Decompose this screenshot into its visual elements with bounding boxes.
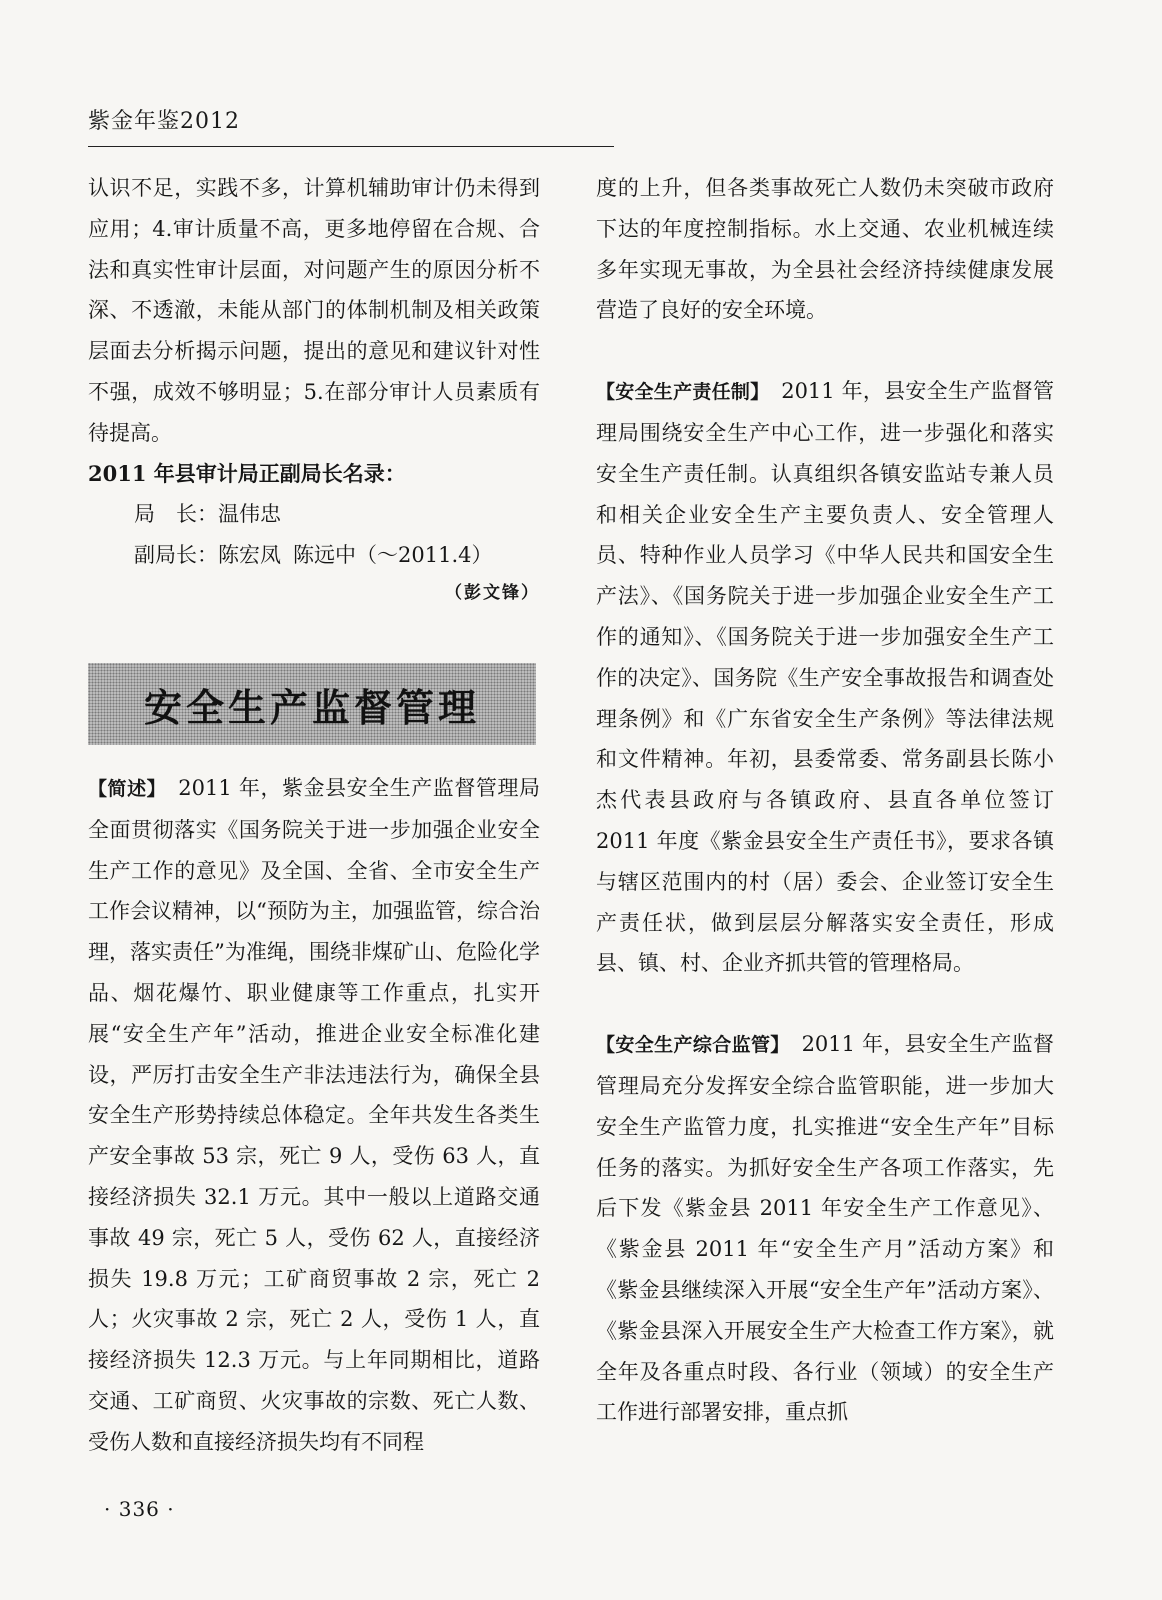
supervision-text: 2011 年，县安全生产监督管理局充分发挥安全综合监管职能，进一步加大安全生产监管力度，扎实推进“安全生产年”目标任务的落实。为抓好安全生产各项工作落实，先后下发《紫金县 2011 年安全生产工作意见》、《紫金县 2011 年“安全生产月”活动方案》和《紫金县继续深入开展“安全生产年”活动方案》、《紫金县深入开展安全生产大检查工作方案》，就全年及各重点时段、各行业（领域）的安全生产工作进行部署安排，重点抓 (596, 1032, 1054, 1425)
responsibility-paragraph (596, 371, 1054, 984)
section-title: 安全生产监督管理 (143, 685, 480, 730)
roster-director (88, 494, 540, 535)
roster-heading: 2011 年县审计局正副局长名录： (88, 460, 406, 486)
left-column-lower (88, 768, 540, 1463)
audit-continuation-paragraph: 认识不足，实践不多，计算机辅助审计仍未得到应用；4.审计质量不高，更多地停留在合规、合法和真实性审计层面，对问题产生的原因分析不深、不透澈，未能从部门的体制机制及相关政策层面去分析揭示问题，提出的意见和建议针对性不强，成效不够明显；5.在部分审计人员素质有待提高。 (88, 176, 540, 445)
director-name: 温伟忠 (218, 502, 281, 527)
overview-paragraph (88, 768, 540, 1463)
responsibility-label: 【安全生产责任制】 (596, 381, 760, 404)
overview-text: 2011 年，紫金县安全生产监督管理局全面贯彻落实《国务院关于进一步加强企业安全生产工作的意见》及全国、全省、全市安全生产工作会议精神，以“预防为主，加强监管，综合治理，落实责任”为准绳，围绕非煤矿山、危险化学品、烟花爆竹、职业健康等工作重点，扎实开展“安全生产年”活动，推进企业安全标准化建设，严厉打击安全生产非法违法行为，确保全县安全生产形势持续总体稳定。全年共发生各类生产安全事故 53 宗，死亡 9 人，受伤 63 人，直接经济损失 32.1 万元。其中一般以上道路交通事故 49 宗，死亡 5 人，受伤 62 人，直接经济损失 19.8 万元；工矿商贸事故 2 宗，死亡 2 人；火灾事故 2 宗，死亡 2 人，受伤 1 人，直接经济损失 12.3 万元。与上年同期相比，道路交通、工矿商贸、火灾事故的宗数、死亡人数、受伤人数和直接经济损失均有不同程 (88, 776, 540, 1454)
roster-deputy (88, 535, 540, 576)
deputy-name-1: 陈宏凤 (218, 543, 281, 568)
header-rule (88, 146, 614, 147)
deputy-name-2: 陈远中（～2011.4） (293, 543, 493, 568)
section-title-banner (88, 663, 536, 745)
running-header: 紫金年鉴2012 (88, 109, 240, 134)
responsibility-text: 2011 年，县安全生产监督管理局围绕安全生产中心工作，进一步强化和落实安全生产责任制。认真组织各镇安监站专兼人员和相关企业安全生产主要负责人、安全管理人员、特种作业人员学习《中华人民共和国安全生产法》、《国务院关于进一步加强企业安全生产工作的通知》、《国务院关于进一步加强安全生产工作的决定》、国务院《生产安全事故报告和调查处理条例》和《广东省安全生产条例》等法律法规和文件精神。年初，县委常委、常务副县长陈小杰代表县政府与各镇政府、县直各单位签订 2011 年度《紫金县安全生产责任书》，要求各镇与辖区范围内的村（居）委会、企业签订安全生产责任状，做到层层分解落实安全责任，形成县、镇、村、企业齐抓共管的管理格局。 (596, 379, 1055, 976)
overview-label: 【简述】 (88, 778, 157, 800)
author-credit: （彭文锋） (445, 582, 540, 603)
page-number: · 336 · (104, 1497, 175, 1521)
right-column (596, 168, 1054, 1433)
deputy-label: 副局长： (134, 543, 218, 568)
left-column (88, 168, 540, 610)
director-label: 局 长： (134, 502, 218, 527)
overview-continuation-paragraph: 度的上升，但各类事故死亡人数仍未突破市政府下达的年度控制指标。水上交通、农业机械连续多年实现无事故，为全县社会经济持续健康发展营造了良好的安全环境。 (596, 176, 1054, 323)
supervision-paragraph (596, 1024, 1054, 1433)
supervision-label: 【安全生产综合监管】 (596, 1034, 781, 1057)
